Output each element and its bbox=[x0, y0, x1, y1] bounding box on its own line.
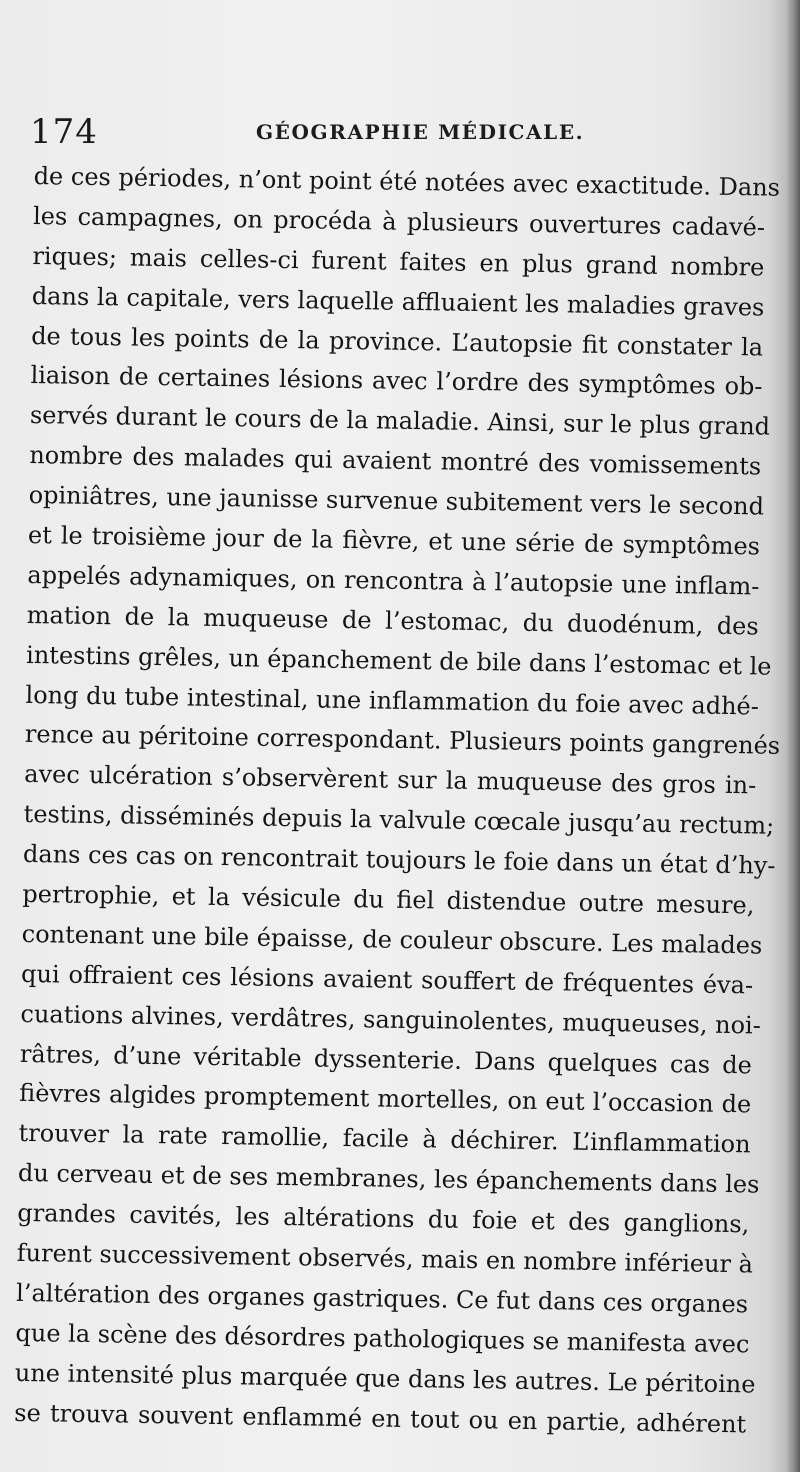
text-line: dans la capitale, vers laquelle affluaient les maladies graves bbox=[31, 281, 765, 322]
text-line: grandes cavités, les altérations du foie et des ganglions, bbox=[17, 1199, 750, 1239]
text-line: dans ces cas on rencontrait toujours le foie dans un état d’hy- bbox=[22, 840, 776, 880]
text-line: du cerveau et de ses membranes, les épanchements dans les bbox=[17, 1159, 760, 1199]
text-line: furent successivement observés, mais en nombre inférieur à bbox=[16, 1238, 754, 1279]
text-line: et le troisième jour de la fièvre, et une série de symptômes bbox=[27, 520, 761, 561]
text-line: les campagnes, on procéda à plusieurs ouvertures cadavé- bbox=[32, 201, 766, 242]
text-line: mation de la muqueuse de l’estomac, du duodénum, des bbox=[26, 600, 759, 641]
text-line: testins, disséminés depuis la valvule cœcale jusqu’au rectum; bbox=[23, 800, 775, 840]
text-line: de ces périodes, n’ont point été notées avec exactitude. Dans bbox=[33, 161, 781, 202]
text-line: nombre des malades qui avaient montré des vomissements bbox=[29, 441, 762, 481]
text-line: râtres, d’une véritable dyssenterie. Dans quelques cas de bbox=[19, 1039, 753, 1079]
text-line: servés durant le cours de la maladie. Ainsi, sur le plus grand bbox=[29, 401, 771, 441]
text-line: opiniâtres, une jaunisse survenue subitement vers le second bbox=[28, 481, 765, 521]
text-line: trouver la rate ramollie, facile à déchirer. L’inflammation bbox=[18, 1119, 751, 1159]
text-line: que la scène des désordres pathologiques se manifesta avec bbox=[15, 1318, 750, 1359]
page-header bbox=[0, 112, 800, 152]
body-text bbox=[14, 157, 781, 1445]
text-line: avec ulcération s’observèrent sur la muqueuse des gros in- bbox=[24, 760, 757, 800]
text-line: se trouva souvent enflammé en tout ou en partie, adhérent bbox=[14, 1398, 747, 1438]
text-line: intestins grêles, un épanchement de bile dans l’estomac et le bbox=[25, 640, 772, 681]
text-line: riques; mais celles-ci furent faites en plus grand nombre bbox=[32, 241, 765, 282]
text-line: qui offraient ces lésions avaient souffert de fréquentes éva- bbox=[20, 959, 754, 1000]
page-number: 174 bbox=[30, 112, 98, 152]
text-line: fièvres algides promptement mortelles, on eut l’occasion de bbox=[19, 1079, 752, 1119]
text-line: long du tube intestinal, une inflammation du foie avec adhé- bbox=[25, 680, 760, 721]
text-line: cuations alvines, verdâtres, sanguinolentes, muqueuses, noi- bbox=[20, 999, 762, 1040]
text-line: pertrophie, et la vésicule du fiel distendue outre mesure, bbox=[22, 879, 755, 920]
text-line: liaison de certaines lésions avec l’ordre des symptômes ob- bbox=[30, 361, 763, 401]
text-line: de tous les points de la province. L’autopsie fit constater la bbox=[30, 321, 764, 362]
running-title: GÉOGRAPHIE MÉDICALE. bbox=[256, 120, 585, 144]
page-edge-shadow bbox=[786, 0, 800, 1472]
text-line: rence au péritoine correspondant. Plusieurs points gangrenés bbox=[24, 720, 781, 761]
text-line: l’altération des organes gastriques. Ce fut dans ces organes bbox=[15, 1278, 749, 1319]
text-line: contenant une bile épaisse, de couleur obscure. Les malades bbox=[21, 919, 763, 960]
text-line: appelés adynamiques, on rencontra à l’autopsie une inflam- bbox=[27, 560, 760, 601]
text-line: une intensité plus marquée que dans les autres. Le péritoine bbox=[14, 1358, 756, 1399]
